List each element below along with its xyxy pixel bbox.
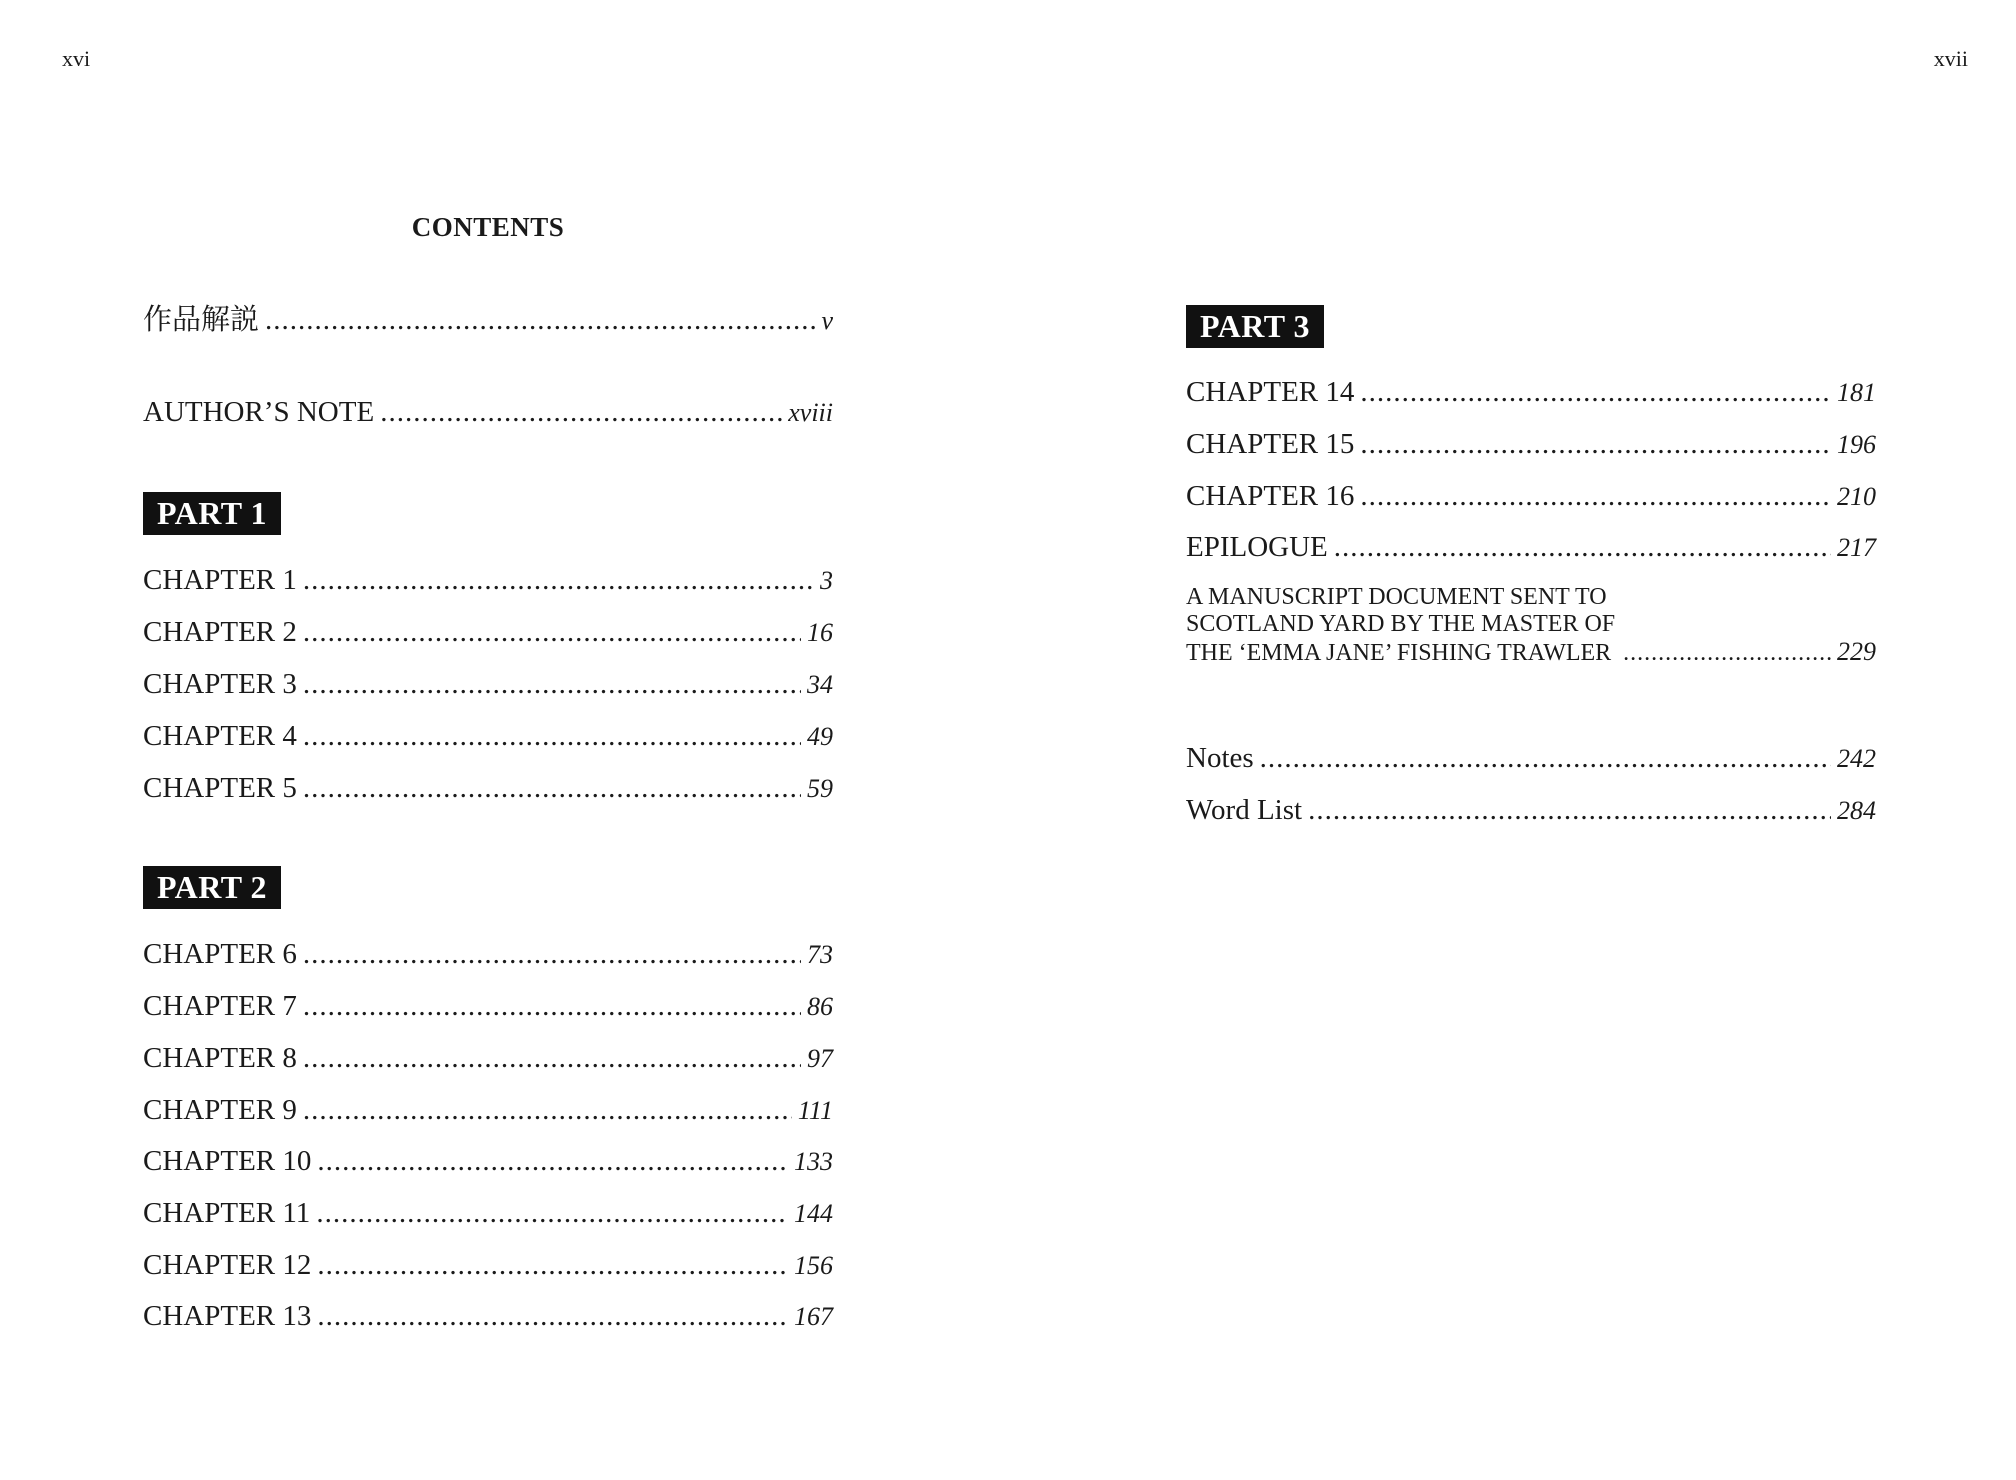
dot-leader (303, 1090, 792, 1130)
toc-entry-page: xviii (788, 398, 833, 427)
toc-entry-page: 284 (1837, 796, 1876, 825)
toc-entry-page: 59 (807, 774, 833, 803)
dot-leader (303, 560, 814, 600)
dot-leader (317, 1296, 788, 1336)
folio-right: xvii (1933, 46, 1968, 71)
toc-entry-page: 181 (1837, 378, 1876, 407)
toc-entry-label: CHAPTER 3 (143, 668, 297, 700)
toc-entry-label: CHAPTER 15 (1186, 428, 1355, 460)
toc-entry-label: CHAPTER 4 (143, 720, 297, 752)
toc-entry-commentary[interactable] (143, 300, 833, 340)
toc-entry-chapter-14[interactable] (1186, 372, 1876, 412)
toc-entry-label: CHAPTER 7 (143, 990, 297, 1022)
dot-leader (265, 300, 815, 340)
dot-leader (303, 664, 801, 704)
toc-entry-page: 144 (794, 1199, 833, 1228)
dot-leader (1360, 424, 1831, 464)
toc-entry-chapter-9[interactable] (143, 1090, 833, 1130)
toc-entry-page: 167 (794, 1302, 833, 1331)
dot-leader (1308, 790, 1831, 830)
manuscript-line-2: SCOTLAND YARD BY THE MASTER OF (1186, 611, 1616, 637)
dot-leader (1623, 640, 1831, 667)
toc-entry-chapter-8[interactable] (143, 1038, 833, 1078)
dot-leader (380, 392, 782, 432)
toc-entry-label: CHAPTER 2 (143, 616, 297, 648)
dot-leader (303, 1038, 801, 1078)
toc-entry-page: 217 (1837, 533, 1876, 562)
dot-leader (317, 1245, 788, 1285)
toc-entry-manuscript[interactable] (1186, 584, 1876, 667)
toc-entry-page: 86 (807, 992, 833, 1021)
dot-leader (1334, 527, 1831, 567)
toc-entry-page: 49 (807, 722, 833, 751)
toc-entry-page: 196 (1837, 430, 1876, 459)
toc-entry-page: 73 (807, 940, 833, 969)
toc-entry-page: 16 (807, 618, 833, 647)
toc-entry-page: 156 (794, 1251, 833, 1280)
toc-entry-label: CHAPTER 12 (143, 1249, 312, 1281)
toc-entry-label: CHAPTER 8 (143, 1042, 297, 1074)
dot-leader (303, 934, 801, 974)
manuscript-last-line (1186, 638, 1876, 667)
toc-entry-chapter-15[interactable] (1186, 424, 1876, 464)
part-3-badge: PART 3 (1186, 305, 1324, 348)
toc-entry-page: 111 (797, 1096, 833, 1125)
toc-entry-chapter-7[interactable] (143, 986, 833, 1026)
toc-entry-page: 229 (1837, 637, 1876, 666)
toc-entry-page: 242 (1837, 744, 1876, 773)
part-1-badge: PART 1 (143, 492, 281, 535)
folio-left: xvi (62, 46, 91, 71)
toc-entry-chapter-12[interactable] (143, 1245, 833, 1285)
toc-entry-label: EPILOGUE (1186, 531, 1328, 563)
manuscript-line-1: A MANUSCRIPT DOCUMENT SENT TO (1186, 584, 1607, 610)
toc-entry-chapter-3[interactable] (143, 664, 833, 704)
toc-entry-chapter-13[interactable] (143, 1296, 833, 1336)
toc-entry-word-list[interactable] (1186, 790, 1876, 830)
toc-entry-chapter-5[interactable] (143, 768, 833, 808)
dot-leader (303, 612, 801, 652)
manuscript-line-3: THE ‘EMMA JANE’ FISHING TRAWLER (1186, 640, 1612, 666)
toc-entry-page: 133 (794, 1147, 833, 1176)
toc-entry-page: 210 (1837, 482, 1876, 511)
toc-entry-chapter-16[interactable] (1186, 476, 1876, 516)
dot-leader (1360, 372, 1831, 412)
dot-leader (317, 1141, 788, 1181)
toc-entry-label: CHAPTER 1 (143, 564, 297, 596)
toc-entry-authors-note[interactable] (143, 392, 833, 432)
dot-leader (316, 1193, 788, 1233)
dot-leader (303, 716, 801, 756)
toc-entry-label: CHAPTER 5 (143, 772, 297, 804)
toc-entry-epilogue[interactable] (1186, 527, 1876, 567)
toc-entry-label: Notes (1186, 742, 1254, 774)
toc-entry-page: 34 (807, 670, 833, 699)
dot-leader (303, 986, 801, 1026)
toc-entry-label: CHAPTER 10 (143, 1145, 312, 1177)
toc-entry-label: CHAPTER 6 (143, 938, 297, 970)
dot-leader (303, 768, 801, 808)
toc-entry-chapter-11[interactable] (143, 1193, 833, 1233)
toc-entry-chapter-6[interactable] (143, 934, 833, 974)
toc-entry-notes[interactable] (1186, 738, 1876, 778)
toc-entry-label: CHAPTER 9 (143, 1094, 297, 1126)
toc-entry-label: CHAPTER 14 (1186, 376, 1355, 408)
toc-entry-label: Word List (1186, 794, 1303, 826)
toc-entry-chapter-10[interactable] (143, 1141, 833, 1181)
toc-entry-chapter-2[interactable] (143, 612, 833, 652)
dot-leader (1360, 476, 1831, 516)
toc-entry-chapter-1[interactable] (143, 560, 833, 600)
contents-heading: CONTENTS (411, 212, 565, 242)
toc-entry-page: 97 (807, 1044, 833, 1073)
toc-entry-chapter-4[interactable] (143, 716, 833, 756)
toc-entry-label: CHAPTER 13 (143, 1300, 312, 1332)
toc-entry-page: 3 (820, 566, 833, 595)
dot-leader (1260, 738, 1831, 778)
toc-entry-label: CHAPTER 16 (1186, 480, 1355, 512)
part-2-badge: PART 2 (143, 866, 281, 909)
toc-entry-label: 作品解説 (143, 304, 260, 336)
toc-entry-label: AUTHOR’S NOTE (143, 396, 375, 428)
toc-entry-label: CHAPTER 11 (143, 1197, 311, 1229)
toc-entry-page: v (821, 306, 833, 335)
